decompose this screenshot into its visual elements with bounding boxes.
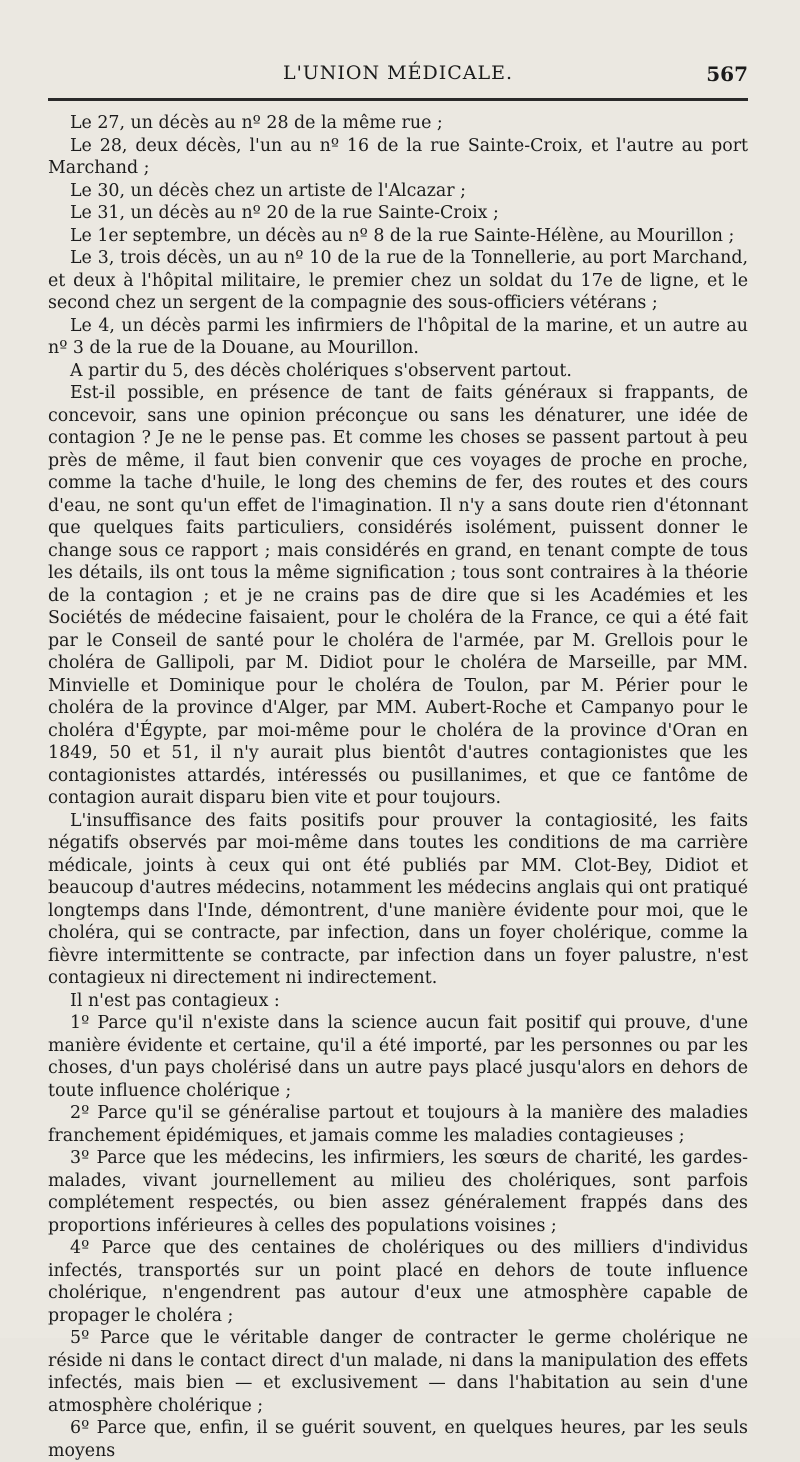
paragraph: 4º Parce que des centaines de cholériques ou des milliers d'individus infectés, transportés sur un point placé en dehors de toute influence cholérique, n'engendrent pas autour d'eux une atmosphère capable de propager le choléra ;	[48, 1238, 748, 1326]
page-header	[48, 62, 748, 92]
paragraph: Le 30, un décès chez un artiste de l'Alcazar ;	[70, 180, 466, 201]
paragraph: A partir du 5, des décès cholériques s'observent partout.	[70, 360, 572, 381]
paragraph: Est-il possible, en présence de tant de faits généraux si frappants, de concevoir, sans une opinion préconçue ou sans les dénaturer, une idée de contagion ? Je ne le pense pas. Et comme les choses se passent partout à peu près de même, il faut bien convenir que ces voyages de proche en proche, comme la tache d'huile, le long des chemins de fer, des routes et des cours d'eau, ne sont qu'un effet de l'imagination. Il n'y a sans doute rien d'étonnant que quelques faits particuliers, considérés isolément, puissent donner le change sous ce rapport ; mais considérés en grand, en tenant compte de tous les détails, ils ont tous la même signification ; tous sont contraires à la théorie de la contagion ; et je ne crains pas de dire que si les Académies et les Sociétés de médecine faisaient, pour le choléra de la France, ce qui a été fait par le Conseil de santé pour le choléra de l'armée, par M. Grellois pour le choléra de Gallipoli, par M. Didiot pour le choléra de Marseille, par MM. Minvielle et Dominique pour le choléra de Toulon, par M. Périer pour le choléra de la province d'Alger, par MM. Aubert-Roche et Campanyo pour le choléra d'Égypte, par moi-même pour le choléra de la province d'Oran en 1849, 50 et 51, il n'y aurait plus bientôt d'autres contagionistes que les contagionistes attardés, intéressés ou pusillanimes, et que ce fantôme de contagion aurait disparu bien vite et pour toujours.	[48, 383, 748, 808]
paragraph: Le 1er septembre, un décès au nº 8 de la rue Sainte-Hélène, au Mourillon ;	[70, 225, 735, 246]
paragraph: 1º Parce qu'il n'existe dans la science aucun fait positif qui prouve, d'une manière évidente et certaine, qu'il a été importé, par les personnes ou par les choses, d'un pays cholérisé dans un autre pays placé jusqu'alors en dehors de toute influence cholérique ;	[48, 1013, 748, 1101]
paragraph: Le 4, un décès parmi les infirmiers de l'hôpital de la marine, et un autre au nº 3 de la rue de la Douane, au Mourillon.	[48, 315, 748, 358]
paragraph: 6º Parce que, enfin, il se guérit souvent, en quelques heures, par les seuls moyens	[48, 1418, 748, 1461]
article-body	[48, 112, 748, 1462]
page-number: 567	[706, 62, 748, 86]
header-rule	[48, 98, 748, 101]
paragraph: Le 28, deux décès, l'un au nº 16 de la rue Sainte-Croix, et l'autre au port Marchand ;	[48, 135, 748, 178]
paragraph: 5º Parce que le véritable danger de contracter le germe cholérique ne réside ni dans le contact direct d'un malade, ni dans la manipulation des effets infectés, mais bien — et exclusivement — dans l'habitation au sein d'une atmosphère cholérique ;	[48, 1328, 748, 1416]
paragraph: Le 31, un décès au nº 20 de la rue Sainte-Croix ;	[70, 203, 499, 223]
paragraph: Il n'est pas contagieux :	[70, 990, 280, 1011]
paragraph: Le 3, trois décès, un au nº 10 de la rue de la Tonnellerie, au port Marchand, et deux à l'hôpital militaire, le premier chez un soldat du 17e de ligne, et le second chez un sergent de la compagnie des sous-officiers vétérans ;	[48, 248, 748, 313]
running-title: L'UNION MÉDICALE.	[282, 62, 514, 84]
paragraph: 3º Parce que les médecins, les infirmiers, les sœurs de charité, les gardes-malades, vivant journellement au milieu des cholériques, sont parfois complétement respectés, ou bien assez généralement frappés dans des proportions inférieures à celles des populations voisines ;	[48, 1148, 748, 1236]
paragraph: 2º Parce qu'il se généralise partout et toujours à la manière des maladies franchement épidémiques, et jamais comme les maladies contagieuses ;	[48, 1103, 748, 1146]
paragraph: L'insuffisance des faits positifs pour prouver la contagiosité, les faits négatifs observés par moi-même dans toutes les conditions de ma carrière médicale, joints à ceux qui ont été publiés par MM. Clot-Bey, Didiot et beaucoup d'autres médecins, notamment les médecins anglais qui ont pratiqué longtemps dans l'Inde, démontrent, d'une manière évidente pour moi, que le choléra, qui se contracte, par infection, dans un foyer cholérique, comme la fièvre intermittente se contracte, par infection dans un foyer palustre, n'est contagieux ni directement ni indirectement.	[48, 810, 749, 988]
paragraph: Le 27, un décès au nº 28 de la même rue ;	[70, 113, 443, 133]
